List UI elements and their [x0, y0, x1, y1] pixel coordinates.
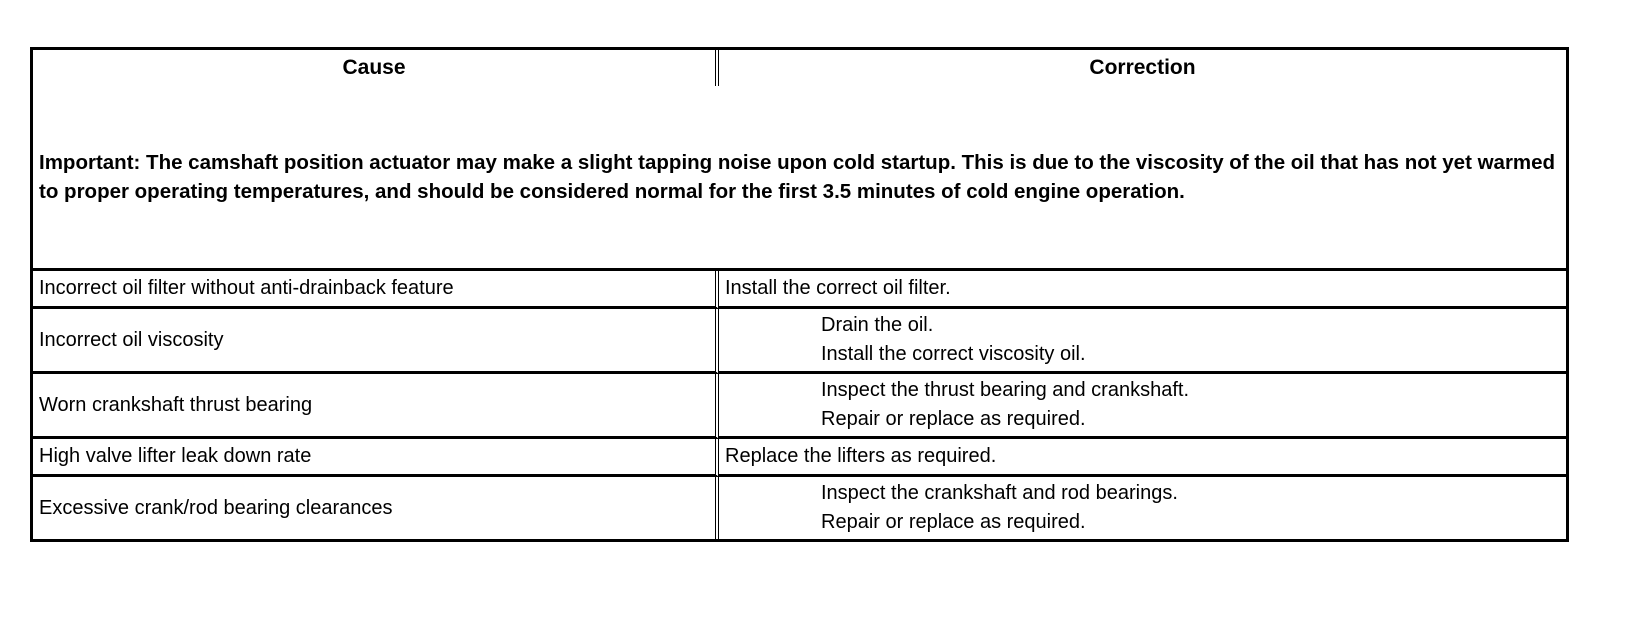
- table-row: [33, 477, 1566, 539]
- correction-cell: [719, 309, 1566, 374]
- correction-cell: Replace the lifters as required.: [719, 439, 1566, 477]
- correction-line: Repair or replace as required.: [821, 511, 1086, 533]
- correction-line: Install the correct viscosity oil.: [821, 343, 1086, 365]
- cause-cell: Incorrect oil viscosity: [33, 309, 719, 374]
- table-row: [33, 309, 1566, 374]
- correction-line: Inspect the crankshaft and rod bearings.: [821, 482, 1178, 504]
- cause-cell: Excessive crank/rod bearing clearances: [33, 477, 719, 539]
- table-row: [33, 271, 1566, 309]
- diagnostic-table: [30, 47, 1569, 542]
- header-correction: Correction: [1089, 56, 1196, 79]
- correction-cell: [719, 477, 1566, 539]
- cause-cell: High valve lifter leak down rate: [33, 439, 719, 477]
- important-note: Important: The camshaft position actuator may make a slight tapping noise upon cold startup. This is due to the viscosity of the oil that has not yet warmed to proper operating temperatures, and should be considered normal for the first 3.5 minutes of cold engine operation.: [33, 86, 1566, 271]
- header-row: [33, 50, 1566, 86]
- cause-cell: Incorrect oil filter without anti-drainback feature: [33, 271, 719, 309]
- correction-cell: Install the correct oil filter.: [719, 271, 1566, 309]
- correction-line: Drain the oil.: [821, 314, 934, 336]
- correction-line: Inspect the thrust bearing and crankshaft.: [821, 379, 1189, 401]
- table-row: [33, 374, 1566, 439]
- cause-cell: Worn crankshaft thrust bearing: [33, 374, 719, 439]
- header-cause: Cause: [33, 50, 719, 86]
- correction-line: Repair or replace as required.: [821, 408, 1086, 430]
- table-row: [33, 439, 1566, 477]
- correction-cell: [719, 374, 1566, 439]
- important-note-row: [33, 86, 1566, 271]
